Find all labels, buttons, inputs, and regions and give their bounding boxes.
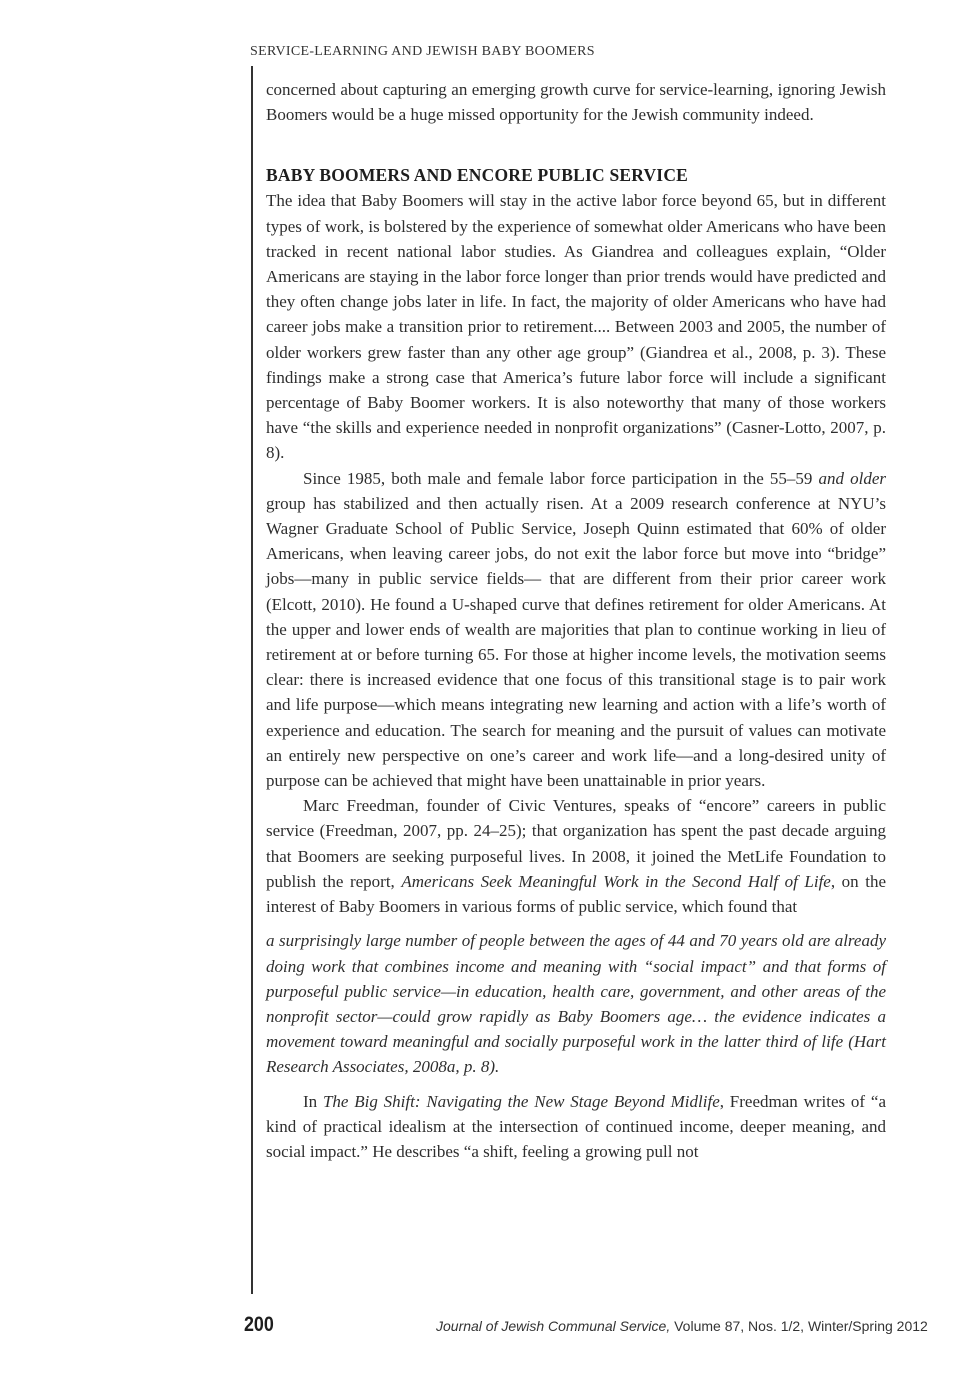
intro-paragraph: concerned about capturing an emerging growth curve for service-learning, ignoring Jewish Boomers would be a huge missed opportunity for the Jewish community indeed. — [266, 80, 886, 125]
paragraph-4-italic: The Big Shift: Navigating the New Stage Beyond Midlife — [322, 1091, 720, 1111]
paragraph-2-start: Since 1985, both male and female labor force participation in the 55–59 — [303, 468, 819, 488]
body-column — [266, 77, 886, 1164]
page-number: 200 — [244, 1313, 274, 1336]
column-rule — [251, 66, 253, 1294]
paragraph-1: The idea that Baby Boomers will stay in the active labor force beyond 65, but in different types of work, is bolstered by the experience of somewhat older Americans who have been tracked in recent national labor studies. As Giandrea and colleagues explain, “Older Americans are staying in the labor force longer than prior trends would have predicted and they often change jobs later in life. In fact, the majority of older Americans who have had career jobs make a transition prior to retirement.... Between 2003 and 2005, the number of older workers grew faster than any other age group” (Giandrea et al., 2008, p. 3). These findings make a strong case that America’s future labor force will include a significant percentage of Baby Boomer workers. It is also noteworthy that many of those workers have “the skills and experience needed in nonprofit organizations” (Casner-Lotto, 2007, p. 8). — [266, 191, 886, 463]
paragraph-3-end: , on the interest of Baby Boomers in various forms of public service, which found that — [266, 871, 886, 917]
paragraph-2-end: group has stabilized and then actually risen. At a 2009 research conference at NYU’s Wagner Graduate School of Public Service, Joseph Quinn estimated that 60% of older Americans, when leaving career jobs, do not exit the labor force but move into “bridge” jobs—many in public service fields— that are different from their prior career work (Elcott, 2010). He found a U-shaped curve that defines retirement for older Americans. At the upper and lower ends of wealth are majorities that plan to continue working in lieu of retirement at or before turning 65. For those at higher income levels, the motivation seems clear: there is increased evidence that one focus of this transitional stage is to pair work and life purpose—which means integrating new learning and action with a life’s worth of experience and education. The search for meaning and the pursuit of values can motivate an entirely new perspective on one’s career and work life—and a long-desired unity of purpose can be achieved that might have been unattainable in prior years. — [266, 493, 886, 791]
section-gap — [266, 127, 886, 163]
paragraph-2-italic: and older — [818, 468, 886, 488]
running-head: SERVICE-LEARNING AND JEWISH BABY BOOMERS — [250, 44, 595, 59]
paragraph-3-start: Marc Freedman, founder of Civic Ventures, speaks of “encore” careers in public service (Freedman, 2007, pp. 24–25); that organization has spent the past decade arguing that Boomers are seeking purposeful lives. In 2008, it joined the MetLife Foundation to publish the report, — [266, 796, 886, 891]
quote-gap-top — [266, 919, 886, 928]
volume-info: Volume 87, Nos. 1/2, Winter/Spring 2012 — [670, 1318, 928, 1334]
quote-gap-bottom — [266, 1080, 886, 1089]
paragraph-3 — [266, 793, 886, 919]
section-heading: BABY BOOMERS AND ENCORE PUBLIC SERVICE — [266, 165, 689, 186]
journal-name: Journal of Jewish Communal Service, — [436, 1318, 671, 1334]
paragraph-4 — [266, 1089, 886, 1165]
block-quote: a surprisingly large number of people between the ages of 44 and 70 years old are already doing work that combines income and meaning with “social impact” and that forms of purposeful public service—in education, health care, government, and other areas of the nonprofit sector—could grow rapidly as Baby Boomers age… the evidence indicates a movement toward meaningful and socially purposeful work in the latter third of life (Hart Research Associates, 2008a, p. 8). — [266, 931, 886, 1077]
journal-citation — [436, 1318, 928, 1334]
paragraph-3-italic: Americans Seek Meaningful Work in the Second Half of Life — [401, 871, 831, 891]
paragraph-4-start: In — [303, 1091, 323, 1111]
paragraph-2 — [266, 466, 886, 794]
paragraph-4-end: , Freedman writes of “a kind of practical idealism at the intersection of continued income, deeper meaning, and social impact.” He describes “a shift, feeling a growing pull not — [266, 1091, 886, 1161]
